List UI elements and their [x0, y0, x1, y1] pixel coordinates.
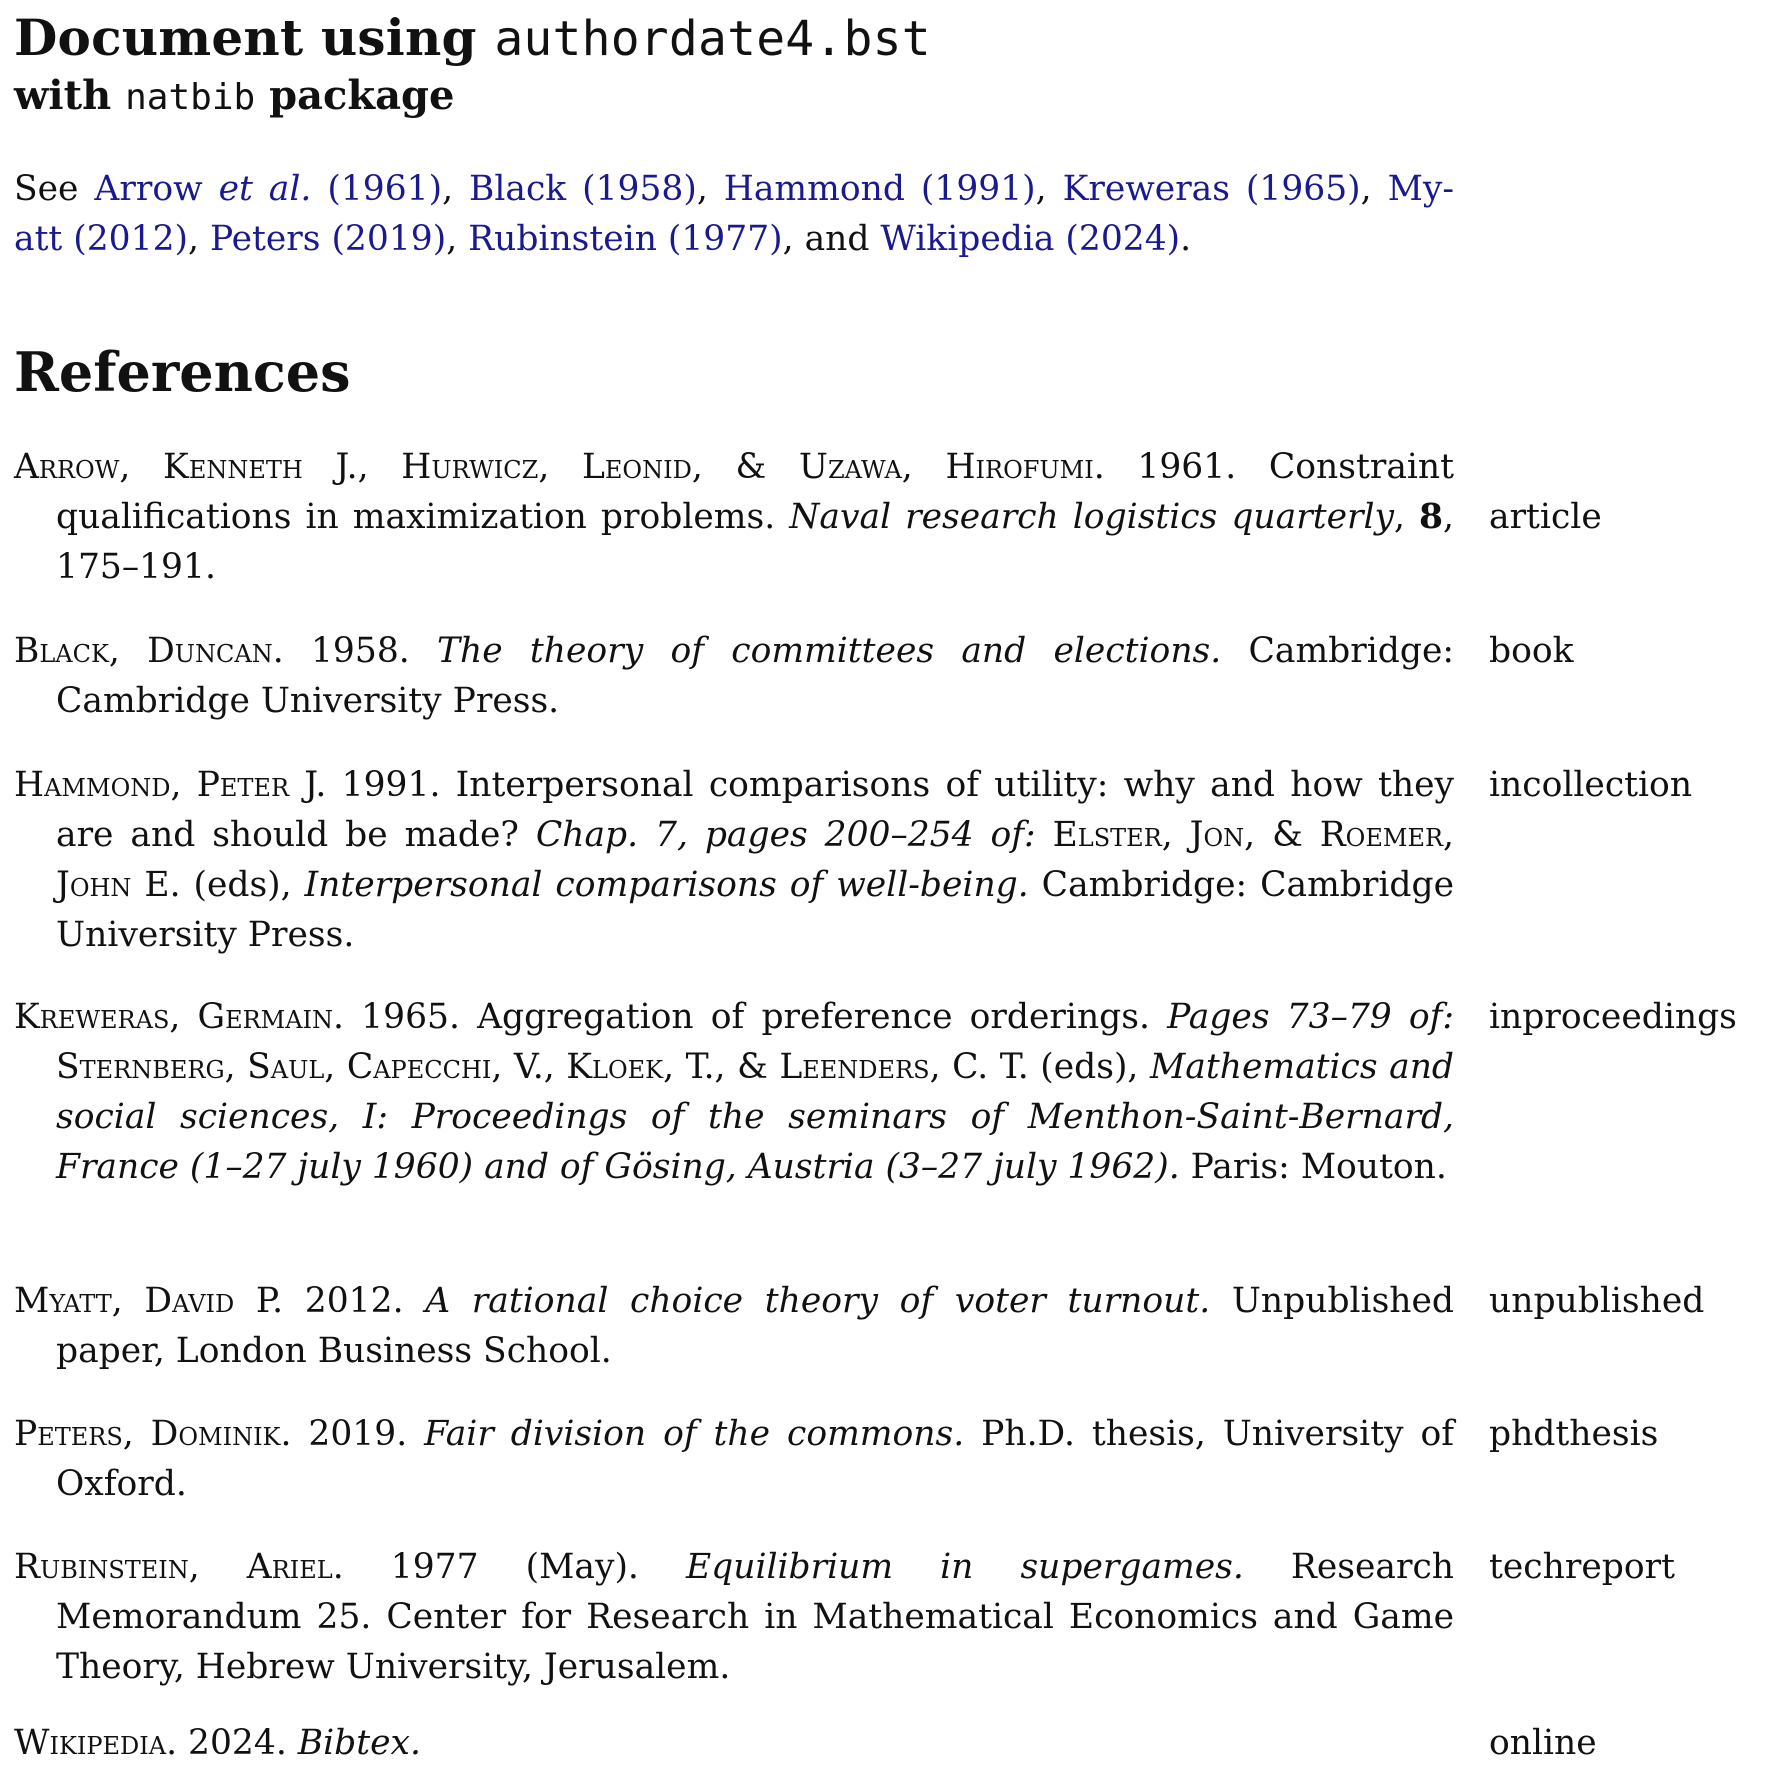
- reference-entry-kreweras: [14, 992, 1454, 1192]
- document-subtitle: with natbib package: [14, 72, 455, 119]
- reference-type-label: article: [1489, 497, 1602, 537]
- document-title: Document using authordate4.bst: [14, 8, 931, 67]
- reference-text: Hammond, Peter J. 1991. Interpersonal comparisons of utility: why and how they are and should be made? Chap. 7, pages 200–254 of: Elster, Jon, & Roemer, John E. (eds), Interpersonal comparisons of well-being. Cambridge: Cambridge University Press.: [14, 765, 1455, 955]
- reference-type-label: incollection: [1489, 765, 1693, 805]
- citation-link-peters[interactable]: Peters (2019): [209, 219, 447, 259]
- reference-type-label: techreport: [1489, 1547, 1675, 1587]
- reference-text: Kreweras, Germain. 1965. Aggregation of preference orderings. Pages 73–79 of: Sternberg, Saul, Capecchi, V., Kloek, T., & Leenders, C. T. (eds), Mathematics and social sciences, I: Proceedings of the seminars of Menthon-Saint-Bernard, France (1–27 july 1960) and of Gösing, Austria (3–27 july 1962). Paris: Mouton.: [14, 997, 1455, 1187]
- reference-type-label: book: [1489, 631, 1574, 671]
- reference-text: Black, Duncan. 1958. The theory of committees and elections. Cambridge: Cambridge University Press.: [14, 631, 1454, 721]
- reference-text: Arrow, Kenneth J., Hurwicz, Leonid, & Uzawa, Hirofumi. 1961. Constraint qualifications in maximization problems. Naval research logistics quarterly, 8, 175–191.: [14, 447, 1455, 587]
- reference-entry-black: [14, 626, 1454, 726]
- citation-link-myatt[interactable]: My- att (2012): [14, 169, 1455, 259]
- reference-text: Myatt, David P. 2012. A rational choice theory of voter turnout. Unpublished paper, London Business School.: [14, 1281, 1455, 1371]
- package-name: natbib: [125, 77, 256, 118]
- intro-paragraph: See Arrow et al. (1961), Black (1958), Hammond (1991), Kreweras (1965), My- att (2012), Peters (2019), Rubinstein (1977), and Wikipedia (2024).: [14, 169, 1455, 259]
- reference-text: Peters, Dominik. 2019. Fair division of the commons. Ph.D. thesis, University of Oxford.: [14, 1414, 1455, 1504]
- citation-link-black[interactable]: Black (1958): [468, 169, 697, 209]
- reference-entry-rubinstein: [14, 1542, 1454, 1692]
- reference-entry-peters: [14, 1409, 1454, 1509]
- references-heading: References: [14, 340, 351, 404]
- reference-type-label: online: [1489, 1723, 1597, 1763]
- citation-link-arrow[interactable]: Arrow et al. (1961): [94, 169, 443, 209]
- reference-entry-myatt: [14, 1276, 1454, 1376]
- citation-link-wikipedia[interactable]: Wikipedia (2024): [880, 219, 1181, 259]
- reference-type-label: inproceedings: [1489, 997, 1737, 1037]
- citation-link-rubinstein[interactable]: Rubinstein (1977): [468, 219, 783, 259]
- reference-text: Rubinstein, Ariel. 1977 (May). Equilibrium in supergames. Research Memorandum 25. Center for Research in Mathematical Economics and Game Theory, Hebrew University, Jerusalem.: [14, 1547, 1455, 1687]
- reference-entry-arrow: [14, 442, 1454, 592]
- reference-entry-hammond: [14, 760, 1454, 960]
- reference-type-label: phdthesis: [1489, 1414, 1659, 1454]
- citation-link-hammond[interactable]: Hammond (1991): [723, 169, 1036, 209]
- reference-type-label: unpublished: [1489, 1281, 1705, 1321]
- reference-entry-wikipedia: [14, 1718, 1454, 1768]
- citation-link-kreweras[interactable]: Kreweras (1965): [1062, 169, 1361, 209]
- reference-text: Wikipedia. 2024. Bibtex.: [14, 1723, 421, 1763]
- bst-filename: authordate4.bst: [494, 11, 931, 67]
